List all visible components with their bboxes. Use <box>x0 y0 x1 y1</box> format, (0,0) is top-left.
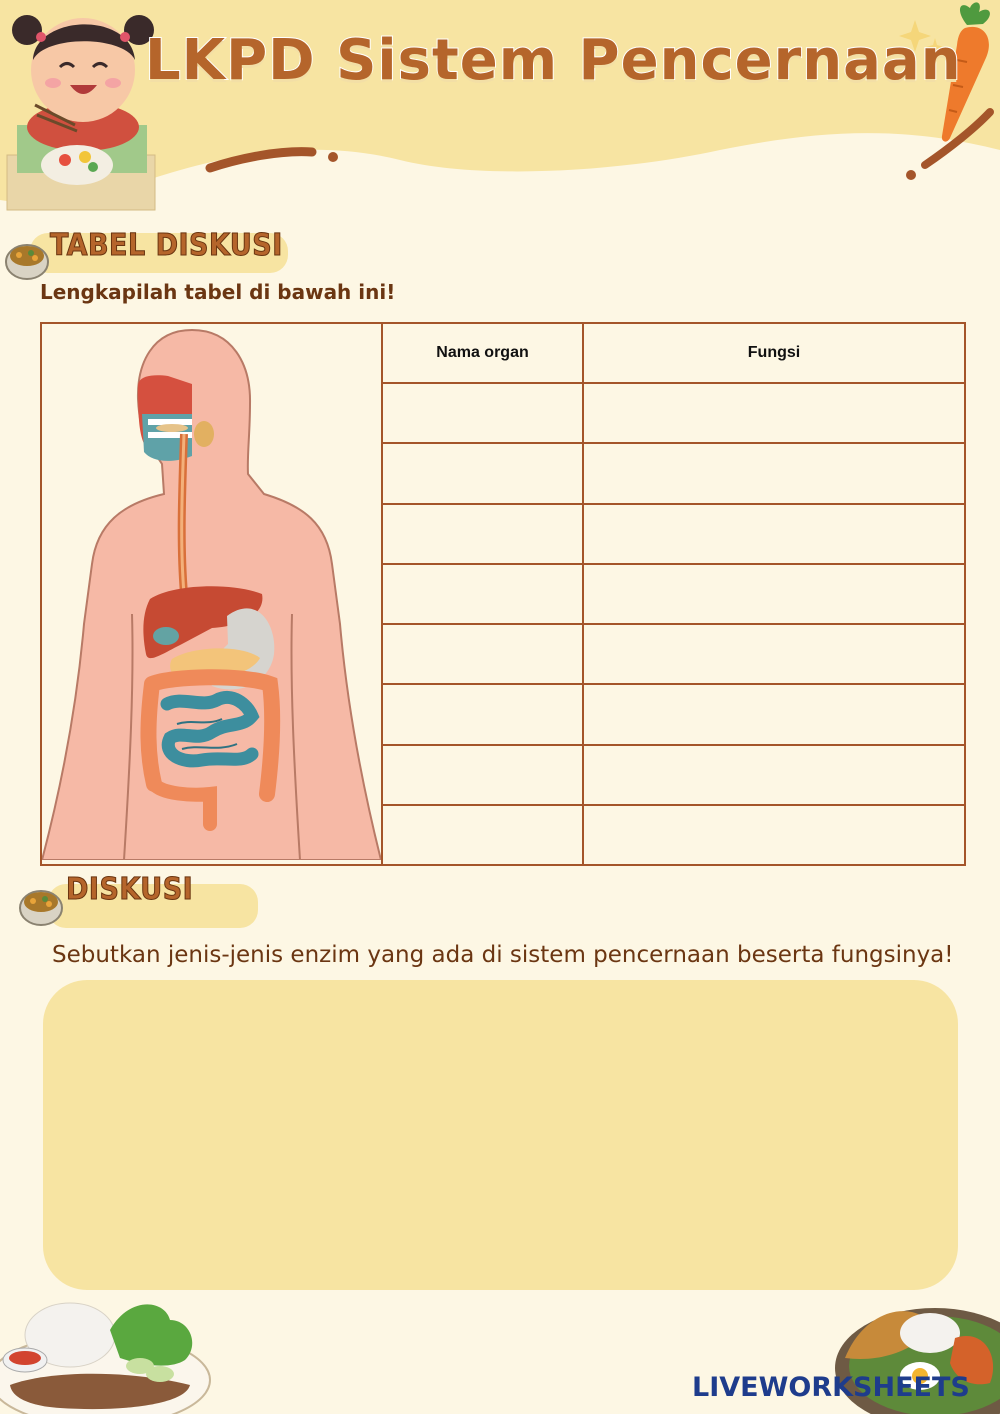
fungsi-input-cell[interactable] <box>583 564 965 624</box>
organ-input-cell[interactable] <box>382 383 583 443</box>
fungsi-input-cell[interactable] <box>583 684 965 744</box>
fungsi-input-cell[interactable] <box>583 383 965 443</box>
fungsi-input-cell[interactable] <box>583 504 965 564</box>
instruction-text: Lengkapilah tabel di bawah ini! <box>40 280 396 304</box>
liveworksheets-watermark: LIVEWORKSHEETS <box>692 1372 970 1403</box>
organ-input-cell[interactable] <box>382 624 583 684</box>
column-header-nama-organ: Nama organ <box>382 323 583 383</box>
girl-eating-illustration <box>5 5 165 215</box>
section-title-tabel-diskusi: TABEL DISKUSI <box>50 228 283 263</box>
section-title-diskusi: DISKUSI <box>66 872 194 907</box>
discussion-answer-input[interactable] <box>43 980 958 1290</box>
organ-input-cell[interactable] <box>382 504 583 564</box>
discussion-table <box>40 322 966 866</box>
table-header-row <box>41 323 965 383</box>
fungsi-input-cell[interactable] <box>583 624 965 684</box>
digestive-system-image-cell <box>41 323 382 865</box>
fungsi-input-cell[interactable] <box>583 745 965 805</box>
food-plate-illustration-left <box>0 1290 215 1414</box>
organ-input-cell[interactable] <box>382 564 583 624</box>
organ-input-cell[interactable] <box>382 684 583 744</box>
organ-input-cell[interactable] <box>382 443 583 503</box>
digestive-system-diagram <box>42 324 381 860</box>
fungsi-input-cell[interactable] <box>583 443 965 503</box>
fungsi-input-cell[interactable] <box>583 805 965 865</box>
organ-input-cell[interactable] <box>382 745 583 805</box>
food-bowl-icon <box>18 884 64 928</box>
page-title: LKPD Sistem Pencernaan <box>145 28 962 93</box>
discussion-question: Sebutkan jenis-jenis enzim yang ada di sistem pencernaan beserta fungsinya! <box>52 942 954 968</box>
organ-input-cell[interactable] <box>382 805 583 865</box>
food-bowl-icon <box>4 238 50 282</box>
column-header-fungsi: Fungsi <box>583 323 965 383</box>
